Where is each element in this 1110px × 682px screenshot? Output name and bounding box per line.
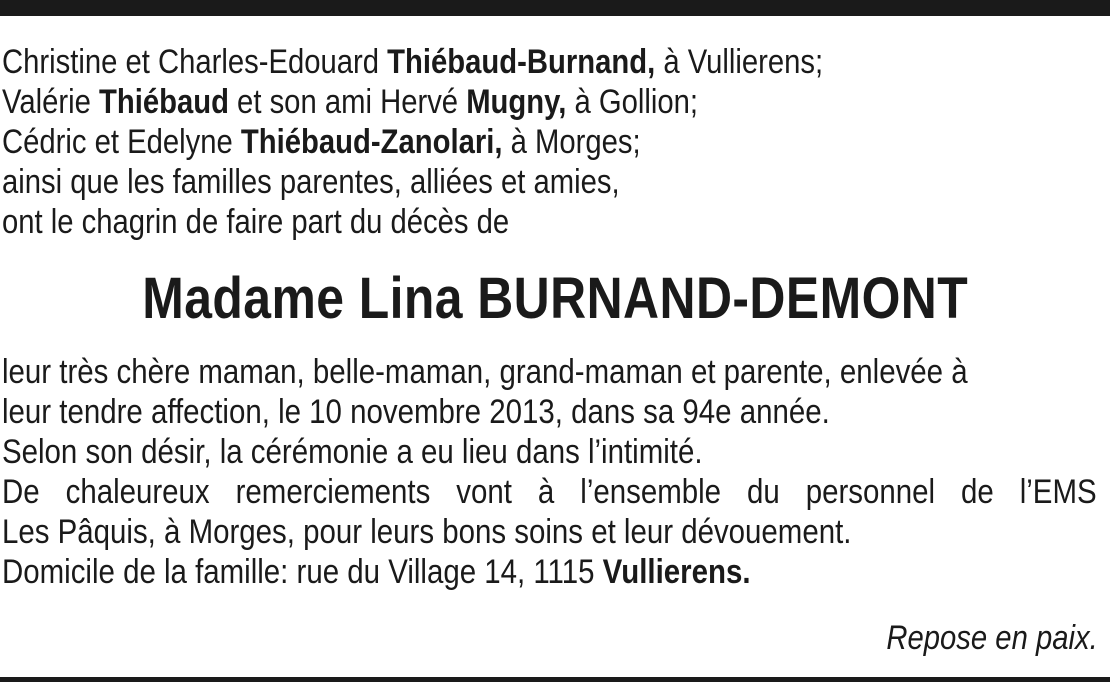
bottom-rule [0, 677, 1110, 682]
family-line-1-place: à Vullierens; [655, 43, 824, 81]
family-line-1 [2, 42, 948, 82]
body-line-2: leur tendre affection, le 10 novembre 2013, dans sa 94e année. [2, 393, 830, 431]
body-line-3: Selon son désir, la cérémonie a eu lieu dans l’intimité. [2, 433, 703, 471]
deceased-name [0, 266, 1110, 332]
obituary-body [2, 352, 1097, 592]
family-line-1-text: Christine et Charles-Edouard [2, 43, 388, 81]
body-line-1: leur très chère maman, belle-maman, grand-maman et parente, enlevée à [2, 353, 968, 391]
home-town: Vullierens. [602, 553, 751, 591]
family-line-3-surname: Thiébaud-Zanolari, [240, 123, 503, 161]
family-line-4: ainsi que les familles parentes, alliées et amies, [2, 163, 620, 201]
family-line-2 [2, 82, 948, 122]
family-line-1-surname: Thiébaud-Burnand, [387, 43, 656, 81]
body-line-6 [2, 552, 1097, 592]
closing-phrase: Repose en paix. [886, 619, 1098, 657]
top-rule [0, 0, 1110, 16]
family-line-2-middle: et son ami Hervé [228, 83, 467, 121]
body-line-5: Les Pâquis, à Morges, pour leurs bons soins et leur dévouement. [2, 513, 852, 551]
family-line-3-text: Cédric et Edelyne [2, 123, 241, 161]
family-announcement [2, 42, 948, 242]
family-line-2-surname-2: Mugny, [466, 83, 567, 121]
family-line-2-place: à Gollion; [566, 83, 699, 121]
family-line-2-text: Valérie [2, 83, 99, 121]
body-line-4: De chaleureux remerciements vont à l’ensemble du personnel de l’EMS [2, 473, 1097, 511]
deceased-name-text: Madame Lina BURNAND-DEMONT [142, 266, 968, 331]
family-line-5: ont le chagrin de faire part du décès de [2, 203, 510, 241]
home-address: Domicile de la famille: rue du Village 14, 1115 [2, 553, 603, 591]
family-line-2-surname-1: Thiébaud [98, 83, 229, 121]
family-line-3-place: à Morges; [502, 123, 641, 161]
family-line-3 [2, 122, 948, 162]
